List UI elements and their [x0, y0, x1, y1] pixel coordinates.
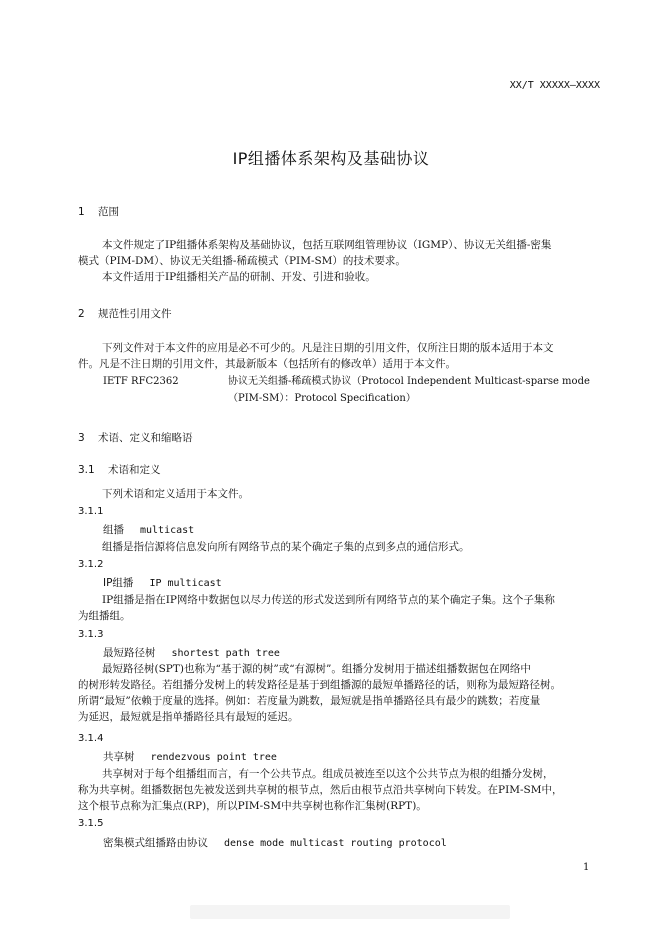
definition-line: 所谓“最短”依赖于度量的选择。例如：若度量为跳数，最短就是指单播路径具有最少的跳数；若度量 [78, 695, 541, 707]
definition-line: 组播是指信源将信息发向所有网络节点的某个确定子集的点到多点的通信形式。 [102, 541, 470, 553]
paragraph-line: 本文件适用于IP组播相关产品的研制、开发、引进和验收。 [102, 271, 376, 283]
section-1-heading [78, 204, 119, 219]
reference-title: 协议无关组播-稀疏模式协议（Protocol Independent Multicast-sparse mode（PIM-SM）：Protocol Specification） [228, 376, 590, 404]
section-title: 规范性引用文件 [98, 308, 172, 320]
definition-line: 的树形转发路径。若组播分发树上的转发路径是基于到组播源的最短单播路径的话，则称为最短路径树。 [78, 679, 561, 691]
term-zh: 最短路径树 [103, 647, 156, 659]
term-en: rendezvous point tree [150, 752, 277, 763]
term-en: IP multicast [149, 578, 222, 589]
standard-code: XX/T XXXXX—XXXX [509, 80, 600, 91]
section-title: 术语、定义和缩略语 [98, 432, 193, 444]
term-clause-number: 3.1.2 [78, 559, 104, 570]
term-heading [103, 835, 447, 850]
reference-id: IETF RFC2362 [103, 376, 179, 387]
term-definition [78, 592, 602, 624]
term-zh: IP组播 [103, 577, 134, 589]
term-clause-number: 3.1.3 [78, 629, 104, 640]
document-title: IP组播体系架构及基础协议 [232, 149, 430, 168]
term-definition [78, 539, 602, 555]
subsection-number: 3.1 [78, 464, 95, 476]
definition-line: 共享树对于每个组播组而言，有一个公共节点。组成员被连至以这个公共节点为根的组播分发树， [102, 768, 554, 780]
term-clause-number: 3.1.4 [78, 733, 104, 744]
terms-intro: 下列术语和定义适用于本文件。 [102, 488, 249, 500]
term-en: dense mode multicast routing protocol [224, 838, 447, 849]
term-definition [78, 661, 602, 725]
term-heading [103, 749, 277, 764]
section-3-heading [78, 430, 193, 445]
definition-line: 为组播组。 [78, 610, 131, 622]
term-zh: 共享树 [103, 751, 135, 763]
term-clause-number: 3.1.1 [78, 506, 104, 517]
section-2-heading [78, 306, 172, 321]
section-1-paragraph [78, 237, 602, 285]
term-heading [103, 575, 222, 590]
term-zh: 密集模式组播路由协议 [103, 837, 208, 849]
term-zh: 组播 [103, 524, 124, 536]
definition-line: 称为共享树。组播数据包先被发送到共享树的根节点，然后由根节点沿共享树向下转发。在PIM-SM中， [78, 784, 563, 796]
section-number: 2 [78, 308, 85, 320]
section-title: 范围 [98, 206, 119, 218]
definition-line: IP组播是指在IP网络中数据包以尽力传送的形式发送到所有网络节点的某个确定子集。这个子集称 [102, 594, 555, 606]
term-heading [103, 522, 194, 537]
section-number: 1 [78, 206, 85, 218]
page-number: 1 [583, 862, 590, 873]
definition-line: 为延迟，最短就是指单播路径具有最短的延迟。 [78, 711, 299, 723]
section-number: 3 [78, 432, 85, 444]
term-clause-number: 3.1.5 [78, 818, 104, 829]
subsection-title: 术语和定义 [108, 464, 161, 476]
term-heading [103, 645, 280, 660]
paragraph-line: 件。凡是不注日期的引用文件，其最新版本（包括所有的修改单）适用于本文件。 [78, 358, 456, 370]
paragraph-line: 本文件规定了IP组播体系架构及基础协议，包括互联网组管理协议（IGMP）、协议无关组播-密集 [102, 239, 552, 251]
paragraph-line: 下列文件对于本文件的应用是必不可少的。凡是注日期的引用文件，仅所注日期的版本适用于本文 [102, 342, 554, 354]
subsection-3-1-heading [78, 462, 161, 477]
paragraph-line: 模式（PIM-DM）、协议无关组播-稀疏模式（PIM-SM）的技术要求。 [78, 255, 406, 267]
section-2-paragraph [78, 340, 602, 372]
definition-line: 最短路径树(SPT)也称为“基于源的树”或“有源树”。组播分发树用于描述组播数据包在网络中 [102, 663, 531, 675]
term-definition [78, 766, 602, 814]
term-en: shortest path tree [171, 648, 280, 659]
term-en: multicast [140, 525, 195, 536]
faint-footer-watermark [190, 905, 510, 919]
definition-line: 这个根节点称为汇集点(RP)，所以PIM-SM中共享树也称作汇集树(RPT)。 [78, 800, 427, 812]
